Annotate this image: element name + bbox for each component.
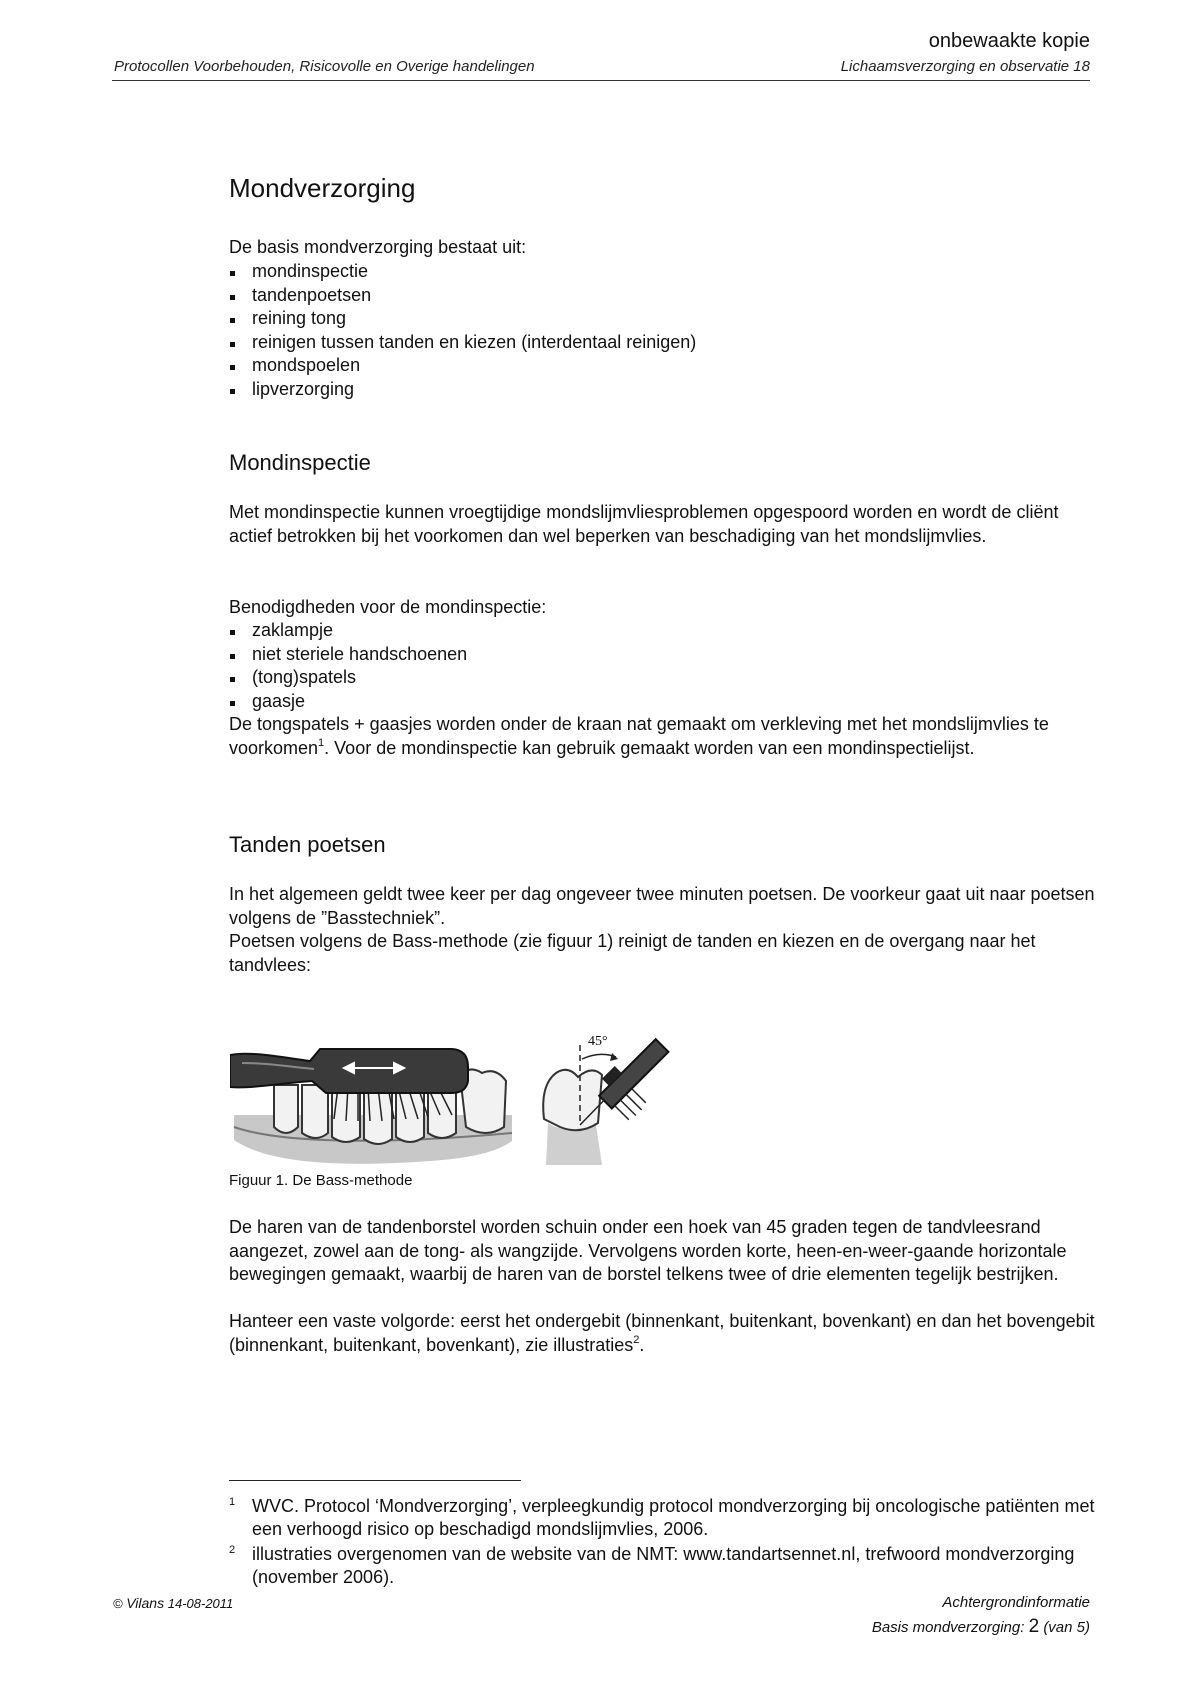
bass-method-figure — [230, 1015, 710, 1173]
tanden-paragraph-3: De haren van de tandenborstel worden schuin onder een hoek van 45 graden tegen de tandvleesrand aangezet, zowel aan de tong- als wangzijde. Vervolgens worden korte, heen-en-weer-gaande horizontale bewegingen gemaakt, waarbij de haren van de borstel telkens twee of drie elementen tegelijk bestrijken. — [229, 1217, 1067, 1284]
list-item: lipverzorging — [229, 378, 1099, 402]
footnote-1 — [229, 1495, 1099, 1541]
paragraph-text: . — [639, 1334, 645, 1355]
paragraph-text: . Voor de mondinspectie kan gebruik gemaakt worden van een mondinspectielijst. — [324, 737, 975, 758]
footer-category: Achtergrondinformatie — [942, 1594, 1090, 1611]
intro-lead: De basis mondverzorging bestaat uit: — [229, 237, 527, 257]
page-total: (van 5) — [1043, 1619, 1090, 1636]
page-title: Mondverzorging — [229, 173, 416, 203]
footer-date: 14-08-2011 — [167, 1596, 234, 1611]
footer-doc-name: Basis mondverzorging: — [871, 1619, 1025, 1636]
footnote-text: illustraties overgenomen van de website van de NMT: www.tandartsennet.nl, trefwoord mondverzorging (november 2006). — [252, 1544, 1075, 1587]
tanden-paragraph-1: In het algemeen geldt twee keer per dag ongeveer twee minuten poetsen. De voorkeur gaat uit naar poetsen volgens de ”Basstechniek”. — [229, 884, 1095, 928]
list-item: zaklampje — [229, 619, 1099, 643]
footer-page-info — [872, 1616, 1090, 1638]
page-number: 2 — [1028, 1616, 1040, 1637]
list-item: niet steriele handschoenen — [229, 643, 1099, 667]
intro-list — [229, 260, 1099, 401]
footnote-ref: 2 — [633, 1333, 640, 1346]
list-item: gaasje — [229, 690, 1099, 714]
footer-left — [113, 1595, 233, 1611]
paragraph-text: De tongspatels + gaasjes worden onder de kraan nat gemaakt om verkleving met het mondslijmvlies te voorkomen — [229, 714, 1049, 758]
footnote-rule — [229, 1480, 521, 1481]
section-heading-tanden-poetsen: Tanden poetsen — [229, 832, 386, 857]
angle-illustration — [543, 1032, 684, 1165]
list-item: reinigen tussen tanden en kiezen (interdentaal reinigen) — [229, 331, 1099, 355]
header-left: Protocollen Voorbehouden, Risicovolle en Overige handelingen — [114, 58, 535, 75]
watermark-label: onbewaakte kopie — [928, 30, 1090, 52]
figure-caption: Figuur 1. De Bass-methode — [229, 1172, 413, 1189]
header-rule — [112, 80, 1090, 81]
supplies-lead: Benodigdheden voor de mondinspectie: — [229, 597, 547, 617]
tongspatels-paragraph — [229, 713, 1099, 760]
footnote-number: 1 — [229, 1496, 236, 1508]
section-heading-mondinspectie: Mondinspectie — [229, 450, 371, 475]
tanden-paragraph-4 — [229, 1310, 1099, 1357]
list-item: (tong)spatels — [229, 666, 1099, 690]
list-item: reining tong — [229, 307, 1099, 331]
footnote-text: WVC. Protocol ‘Mondverzorging’, verpleegkundig protocol mondverzorging bij oncologische patiënten met een verhoogd risico op beschadigd mondslijmvlies, 2006. — [252, 1496, 1095, 1539]
copyright-symbol: © — [113, 1596, 123, 1611]
header-right: Lichaamsverzorging en observatie 18 — [840, 58, 1090, 75]
list-item: mondspoelen — [229, 354, 1099, 378]
footnote-ref: 1 — [318, 736, 325, 749]
mondinspectie-paragraph: Met mondinspectie kunnen vroegtijdige mondslijmvliesproblemen opgespoord worden en wordt de cliënt actief betrokken bij het voorkomen dan wel beperken van beschadiging van het mondslijmvlies. — [229, 502, 1059, 546]
paragraph-text: Hanteer een vaste volgorde: eerst het ondergebit (binnenkant, buitenkant, bovenkant) en dan het bovengebit (binnenkant, buitenkant, bovenkant), zie illustraties — [229, 1311, 1095, 1355]
footnote-number: 2 — [229, 1544, 236, 1556]
list-item: mondinspectie — [229, 260, 1099, 284]
supplies-list — [229, 619, 1099, 713]
footer-brand: Vilans — [126, 1595, 165, 1611]
toothbrush-illustration — [230, 1049, 512, 1164]
list-item: tandenpoetsen — [229, 284, 1099, 308]
footnote-2 — [229, 1543, 1099, 1589]
angle-label: 45° — [588, 1034, 608, 1049]
tanden-paragraph-2: Poetsen volgens de Bass-methode (zie figuur 1) reinigt de tanden en kiezen en de overgang naar het tandvlees: — [229, 931, 1036, 975]
